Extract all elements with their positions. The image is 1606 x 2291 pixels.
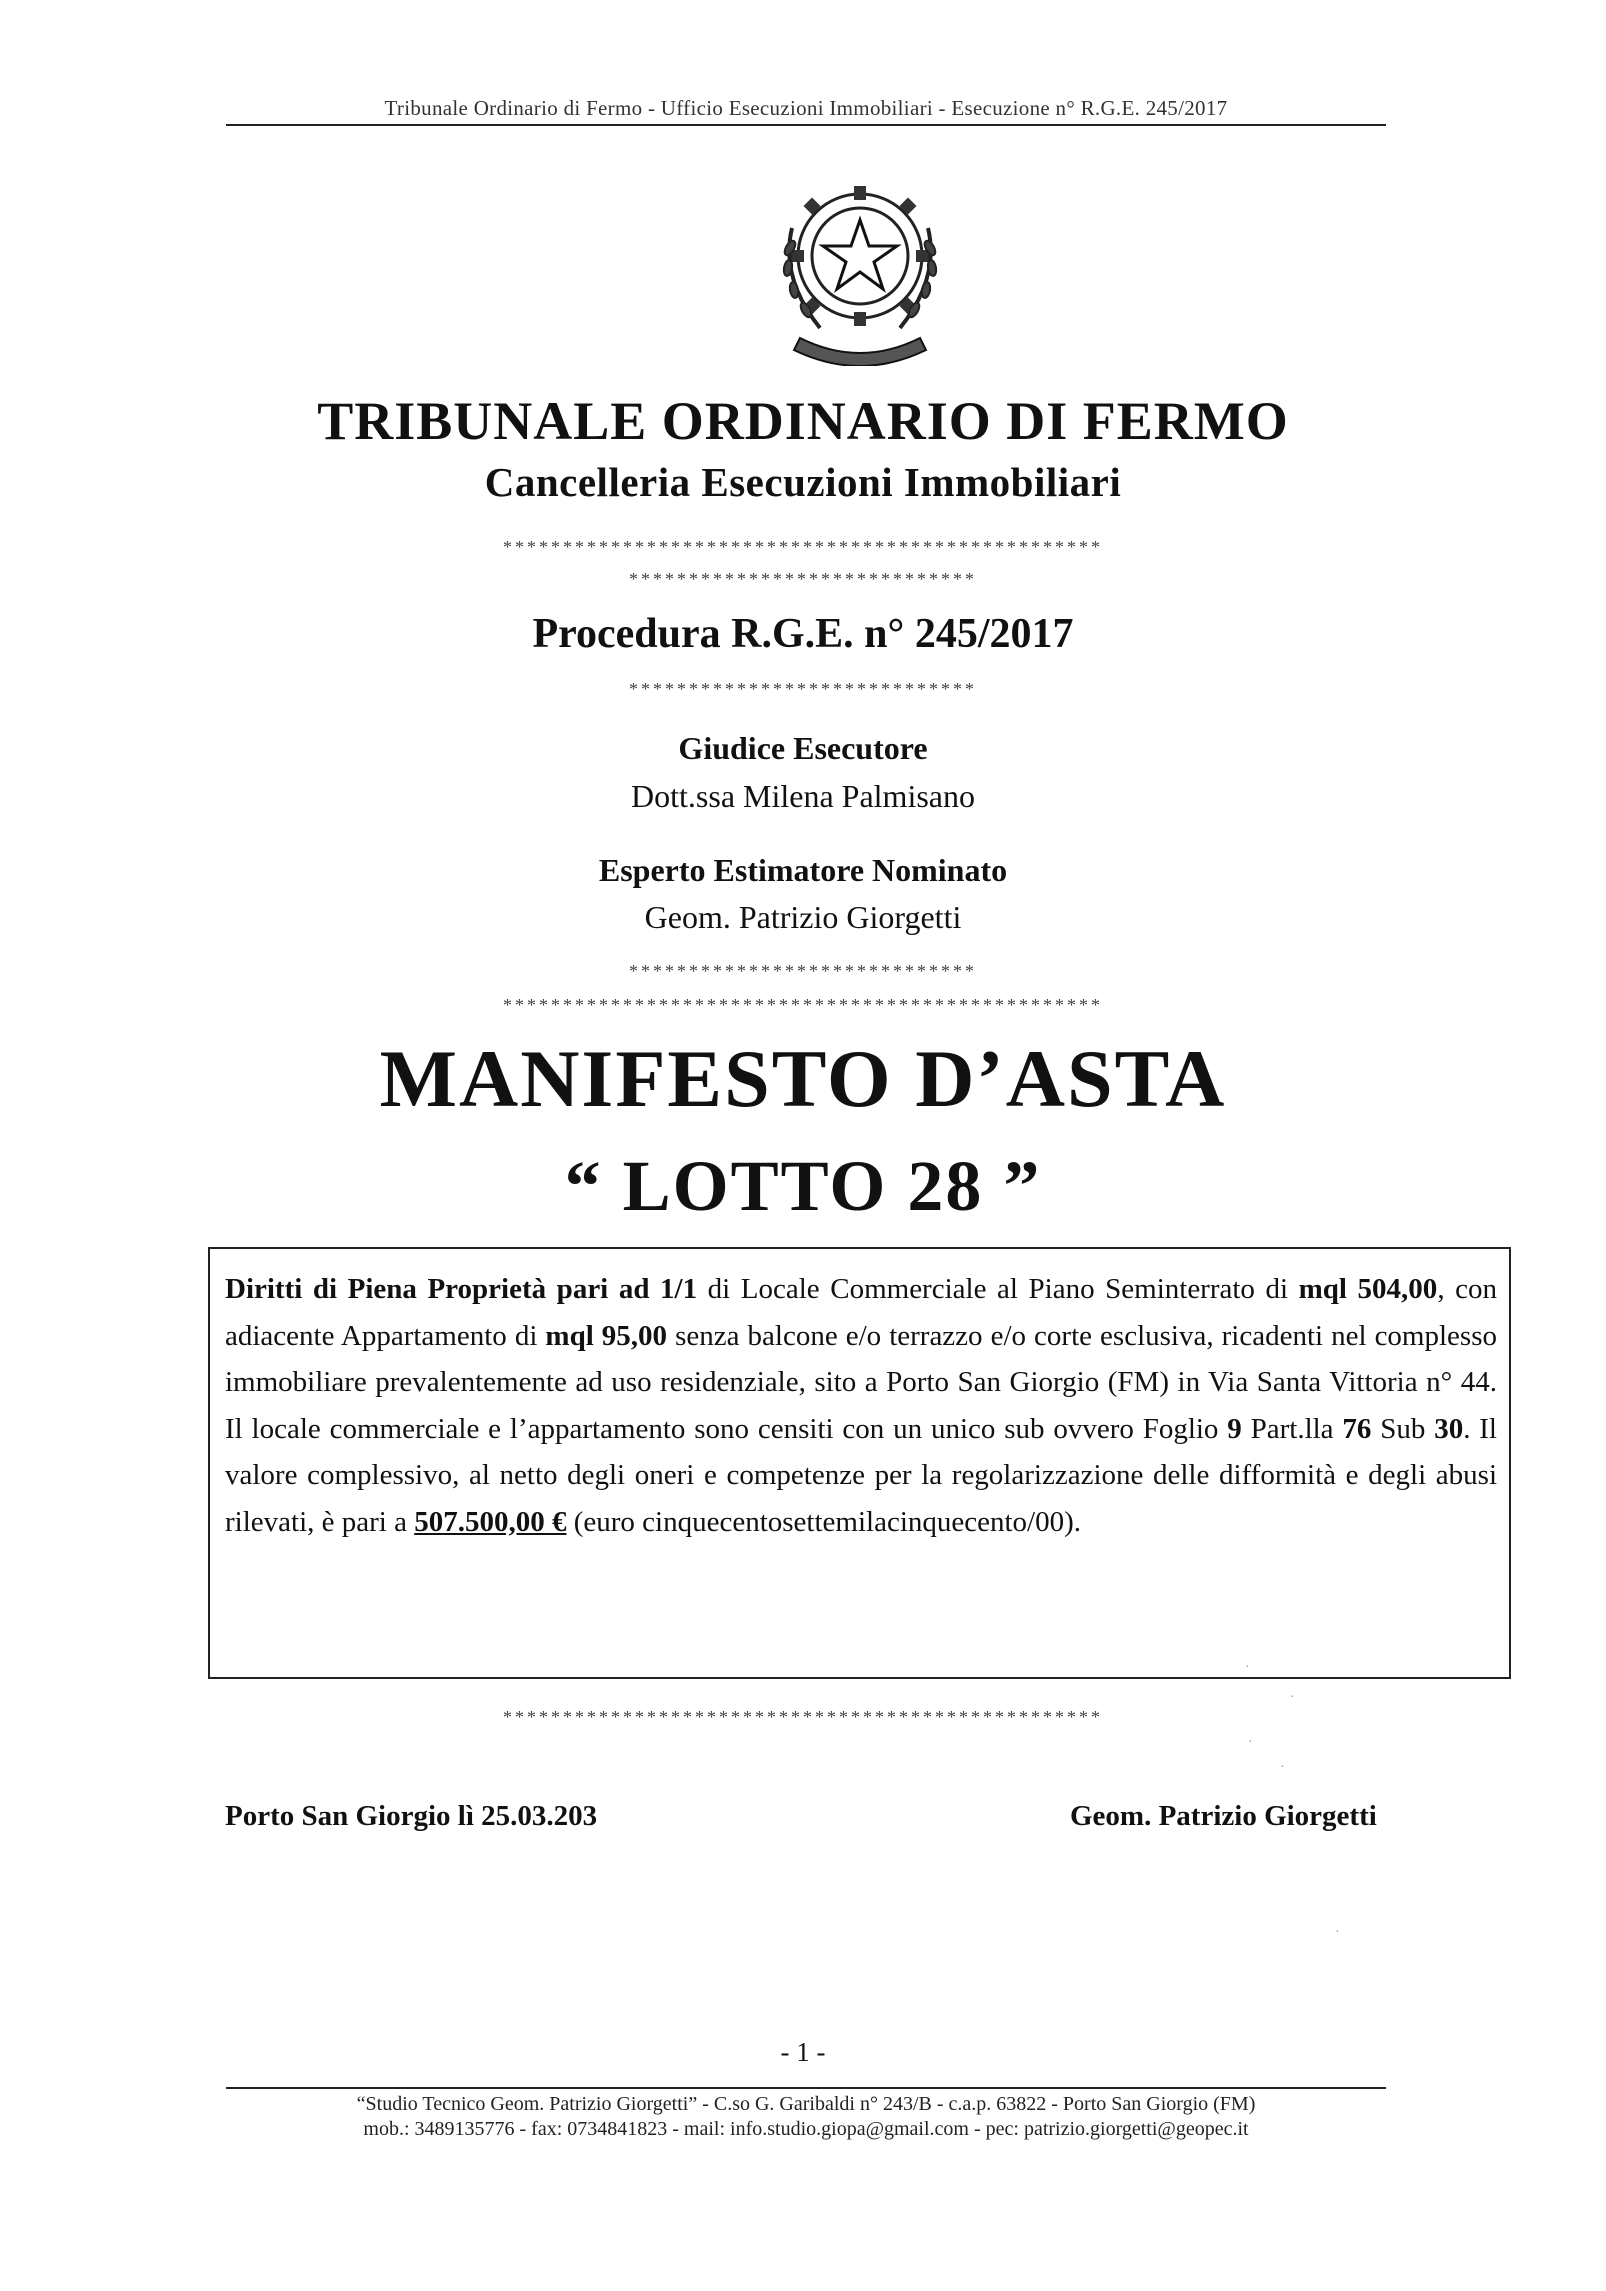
description-text: (euro cinquecentosettemilacinquecento/00). xyxy=(566,1505,1082,1538)
page-number: - 1 - xyxy=(780,2037,826,2067)
description-text: di Locale Commerciale al Piano Seminterrato di xyxy=(697,1273,1299,1305)
running-header: Tribunale Ordinario di Fermo - Ufficio Esecuzioni Immobiliari - Esecuzione n° R.G.E. 245/2017 xyxy=(384,96,1228,120)
scan-speck: · xyxy=(1280,1760,1285,1775)
star-separator: ***************************** xyxy=(629,569,977,589)
total-value: 507.500,00 € xyxy=(414,1505,567,1538)
description-text: . Il valore complessivo, al netto degli oneri e competenze per la regolarizzazione delle difformità e degli abusi rilevati, è pari a xyxy=(225,1412,1497,1538)
apartment-area: mql 95,00 xyxy=(545,1319,668,1352)
scan-speck: · xyxy=(1245,1660,1250,1675)
commercial-area: mql 504,00 xyxy=(1298,1273,1438,1305)
signer-name: Geom. Patrizio Giorgetti xyxy=(1070,1800,1377,1832)
judge-label: Giudice Esecutore xyxy=(678,730,928,766)
place-date: Porto San Giorgio lì 25.03.203 xyxy=(225,1800,598,1832)
description-text: Part.lla xyxy=(1241,1412,1343,1445)
court-title: TRIBUNALE ORDINARIO DI FERMO xyxy=(317,391,1289,451)
footer-rule xyxy=(226,2087,1386,2089)
procedure-number: Procedura R.G.E. n° 245/2017 xyxy=(532,611,1074,657)
description-text: Sub xyxy=(1371,1412,1435,1445)
rights-text: Diritti di Piena Proprietà pari ad 1/1 xyxy=(225,1273,698,1305)
republic-emblem-icon xyxy=(770,168,950,366)
star-separator: ***************************** xyxy=(629,679,977,699)
scan-speck: · xyxy=(1248,1735,1253,1750)
sheet-number: 9 xyxy=(1227,1412,1242,1445)
sub-number: 30 xyxy=(1434,1412,1464,1445)
office-subtitle: Cancelleria Esecuzioni Immobiliari xyxy=(484,459,1122,505)
lot-number: “ LOTTO 28 ” xyxy=(564,1146,1042,1226)
expert-label: Esperto Estimatore Nominato xyxy=(598,852,1008,888)
parcel-number: 76 xyxy=(1342,1412,1372,1445)
star-separator: ************************************************** xyxy=(503,537,1103,557)
star-separator: ***************************** xyxy=(629,961,977,981)
footer-contacts: mob.: 3489135776 - fax: 0734841823 - mail: info.studio.giopa@gmail.com - pec: patrizio.giorgetti@geopec.it xyxy=(363,2118,1249,2140)
property-description xyxy=(225,1266,1497,1545)
expert-name: Geom. Patrizio Giorgetti xyxy=(644,899,962,935)
scan-speck: · xyxy=(1335,1925,1340,1940)
description-text: , con adiacente Appartamento di xyxy=(225,1273,1498,1352)
star-separator: ************************************************** xyxy=(503,995,1103,1015)
header-rule xyxy=(226,124,1386,126)
scan-speck: · xyxy=(1290,1690,1295,1705)
footer-address: “Studio Tecnico Geom. Patrizio Giorgetti” - C.so G. Garibaldi n° 243/B - c.a.p. 63822 - Porto San Giorgio (FM) xyxy=(356,2093,1256,2115)
manifesto-title: MANIFESTO D’ASTA xyxy=(379,1033,1227,1124)
description-text: senza balcone e/o terrazzo e/o corte esclusiva, ricadenti nel complesso immobiliare prevalentemente ad uso residenziale, sito a Porto San Giorgio (FM) in Via Santa Vittoria n° 44. Il locale commerciale e l’appartamento sono censiti con un unico sub ovvero Foglio xyxy=(225,1319,1497,1445)
judge-name: Dott.ssa Milena Palmisano xyxy=(631,778,975,814)
star-separator: ************************************************** xyxy=(503,1707,1103,1727)
